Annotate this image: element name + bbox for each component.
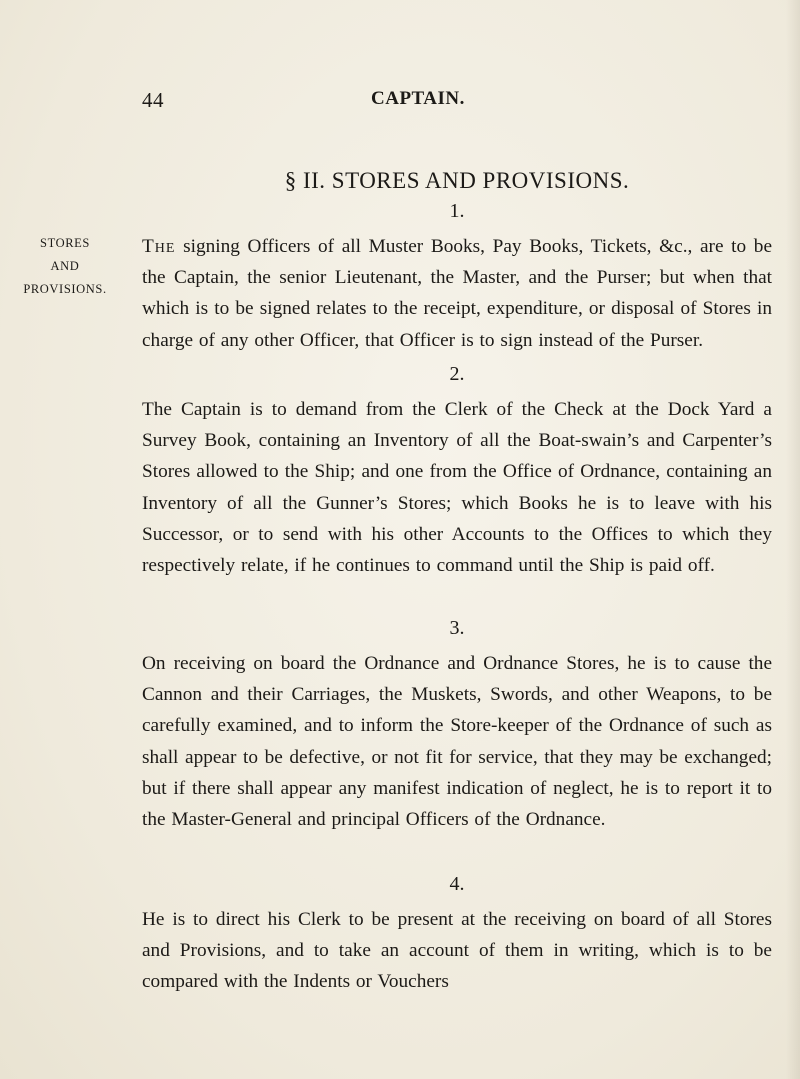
article-body: signing Officers of all Muster Books, Pay Books, Tickets, &c., are to be the Captain, the senior Lieutenant, the Master, and the Purser; but when that which is to be signed relates to the receipt, expenditure, or disposal of Stores in charge of any other Officer, that Officer is to sign instead of the Purser. <box>142 236 772 351</box>
sidenote-line-1: STORES <box>40 236 90 250</box>
running-head <box>0 88 800 118</box>
sidenote-line-2: AND <box>50 259 80 273</box>
section-heading: § II. STORES AND PROVISIONS. <box>284 168 630 193</box>
article-1 <box>142 199 772 356</box>
page-number: 44 <box>142 88 164 112</box>
article-4 <box>142 872 772 998</box>
sidenote-line-3: PROVISIONS. <box>23 282 107 296</box>
article-number: 3. <box>449 617 465 639</box>
article-lead-word: The <box>142 236 176 257</box>
page-edge-shadow <box>786 0 800 1079</box>
article-2 <box>142 362 772 581</box>
article-text: He is to direct his Clerk to be present at the receiving on board of all Stores and Provisions, and to take an account of them in writing, which is to be compared with the Indents or Vouchers <box>142 909 772 993</box>
article-text: On receiving on board the Ordnance and Ordnance Stores, he is to cause the Cannon and their Carriages, the Muskets, Swords, and other Weapons, to be carefully examined, and to inform the Store-keeper of the Ordnance of such as shall appear to be defective, or not fit for service, that they may be exchanged; but if there shall appear any manifest indication of neglect, he is to report it to the Master-General and principal Officers of the Ordnance. <box>142 653 772 831</box>
article-number: 4. <box>449 873 465 895</box>
article-number: 1. <box>449 200 465 222</box>
article-3 <box>142 616 772 835</box>
running-title: CAPTAIN. <box>371 88 465 109</box>
article-number: 2. <box>449 363 465 385</box>
article-text <box>142 231 772 356</box>
article-text: The Captain is to demand from the Clerk of the Check at the Dock Yard a Survey Book, containing an Inventory of all the Boat-swain’s and Carpenter’s Stores allowed to the Ship; and one from the Office of Ordnance, containing an Inventory of all the Gunner’s Stores; which Books he is to leave with his Successor, or to send with his other Accounts to the Offices to which they respectively relate, if he continues to command until the Ship is paid off. <box>142 399 772 577</box>
